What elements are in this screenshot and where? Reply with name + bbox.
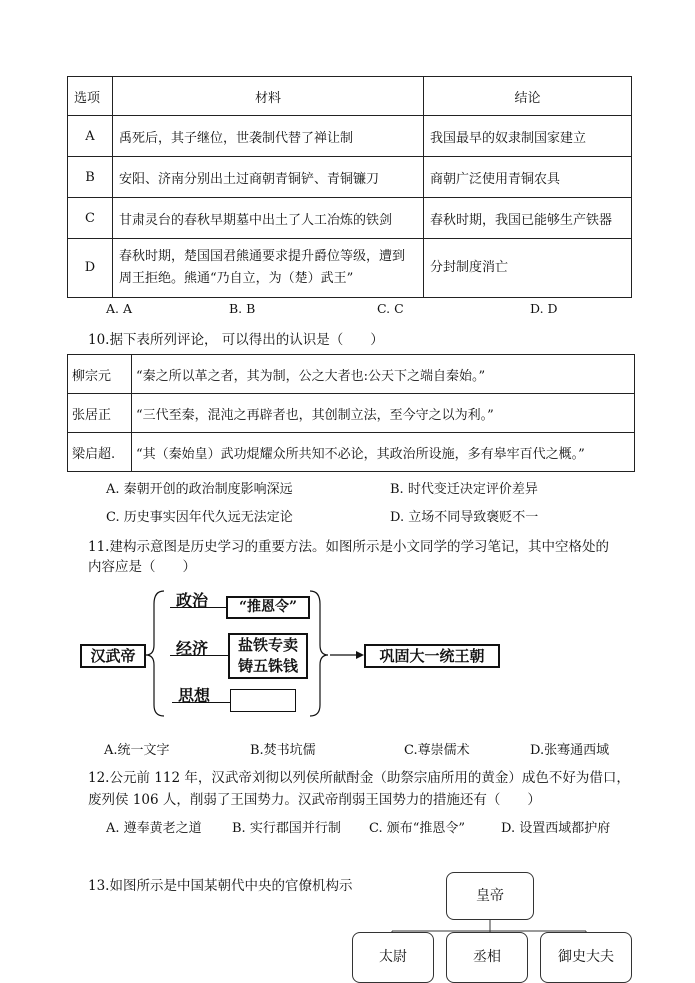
- commentator-name: 梁启超.: [68, 433, 132, 472]
- row-option: D: [68, 239, 113, 298]
- org-censor: 御史大夫: [540, 932, 632, 983]
- row-option: C: [68, 198, 113, 239]
- commentator-name: 张居正: [68, 394, 132, 433]
- org-emperor: 皇帝: [446, 872, 534, 920]
- row-conclusion: 我国最早的奴隶制国家建立: [424, 116, 632, 157]
- q9-choice-b[interactable]: B. B: [229, 301, 256, 316]
- row-option: B: [68, 157, 113, 198]
- q11-choice-a[interactable]: A.统一文字: [104, 743, 170, 758]
- row-material: 安阳、济南分别出土过商朝青铜铲、青铜镰刀: [113, 157, 424, 198]
- q9-choice-a[interactable]: A. A: [106, 301, 133, 316]
- q11-choice-c[interactable]: C.尊崇儒术: [404, 743, 470, 758]
- header-option: 选项: [68, 77, 113, 116]
- politics-label: 政治: [176, 591, 209, 610]
- q9-choice-c[interactable]: C. C: [377, 301, 404, 316]
- q10-choice-c[interactable]: C. 历史事实因年代久远无法定论: [106, 510, 293, 525]
- emperor-box: 汉武帝: [80, 644, 146, 668]
- commentator-quote: “秦之所以革之者，其为制，公之大者也:公天下之端自秦始。”: [132, 355, 635, 394]
- row-conclusion: 春秋时期，我国已能够生产铁器: [424, 198, 632, 239]
- q10-choice-b[interactable]: B. 时代变迁决定评价差异: [390, 482, 538, 497]
- q11-choice-b[interactable]: B.焚书坑儒: [250, 743, 316, 758]
- commentator-name: 柳宗元: [68, 355, 132, 394]
- q9-choice-d[interactable]: D. D: [530, 301, 558, 316]
- q11-stem-line2: 内容应是（ ）: [88, 559, 196, 575]
- q10-choice-a[interactable]: A. 秦朝开创的政治制度影响深远: [106, 482, 293, 497]
- q12-stem-line2: 废列侯 106 人，削弱了王国势力。汉武帝削弱王国势力的措施还有（ ）: [88, 792, 541, 808]
- q12-stem-line1: 12.公元前 112 年，汉武帝刘彻以列侯所献酎金（助祭宗庙所用的黄金）成色不好为借口，: [88, 770, 630, 786]
- q12-choice-c[interactable]: C. 颁布“推恩令”: [369, 821, 466, 836]
- row-conclusion: 分封制度消亡: [424, 239, 632, 298]
- economy-label: 经济: [176, 639, 209, 658]
- q11-stem-line1: 11.建构示意图是历史学习的重要方法。如图所示是小文同学的学习笔记，其中空格处的: [88, 539, 609, 555]
- row-material: 甘肃灵台的春秋早期墓中出土了人工冶炼的铁剑: [113, 198, 424, 239]
- q11-choice-d[interactable]: D.张骞通西域: [530, 743, 610, 758]
- result-box: 巩固大一统王朝: [364, 644, 500, 668]
- row-option: A: [68, 116, 113, 157]
- q12-choice-a[interactable]: A. 遵奉黄老之道: [106, 821, 202, 836]
- row-material: 春秋时期，楚国国君熊通要求提升爵位等级，遭到周王拒绝。熊通“乃自立，为（楚）武王”: [113, 239, 424, 298]
- commentator-quote: “其（秦始皇）武功焜耀众所共知不必论，其政治所设施，多有皋牢百代之概。”: [132, 433, 635, 472]
- q12-choice-d[interactable]: D. 设置西域都护府: [501, 821, 611, 836]
- politics-item-box: “推恩令”: [226, 596, 310, 619]
- thought-label: 思想: [178, 686, 211, 705]
- q10-stem: 10.据下表所列评论， 可以得出的认识是（ ）: [88, 332, 384, 348]
- org-taiwei: 太尉: [352, 932, 434, 983]
- header-conclusion: 结论: [424, 77, 632, 116]
- org-chancellor: 丞相: [446, 932, 528, 983]
- q13-stem: 13.如图所示是中国某朝代中央的官僚机构示: [88, 878, 353, 894]
- header-material: 材料: [113, 77, 424, 116]
- economy-item-1: 盐铁专卖: [237, 636, 298, 654]
- row-material: 禹死后，其子继位，世袭制代替了禅让制: [113, 116, 424, 157]
- commentator-quote: “三代至秦，混沌之再辟者也，其创制立法，至今守之以为利。”: [132, 394, 635, 433]
- q12-choice-b[interactable]: B. 实行郡国并行制: [232, 821, 341, 836]
- q10-choice-d[interactable]: D. 立场不同导致褒贬不一: [390, 510, 539, 525]
- row-conclusion: 商朝广泛使用青铜农具: [424, 157, 632, 198]
- economy-item-2: 铸五铢钱: [237, 657, 298, 675]
